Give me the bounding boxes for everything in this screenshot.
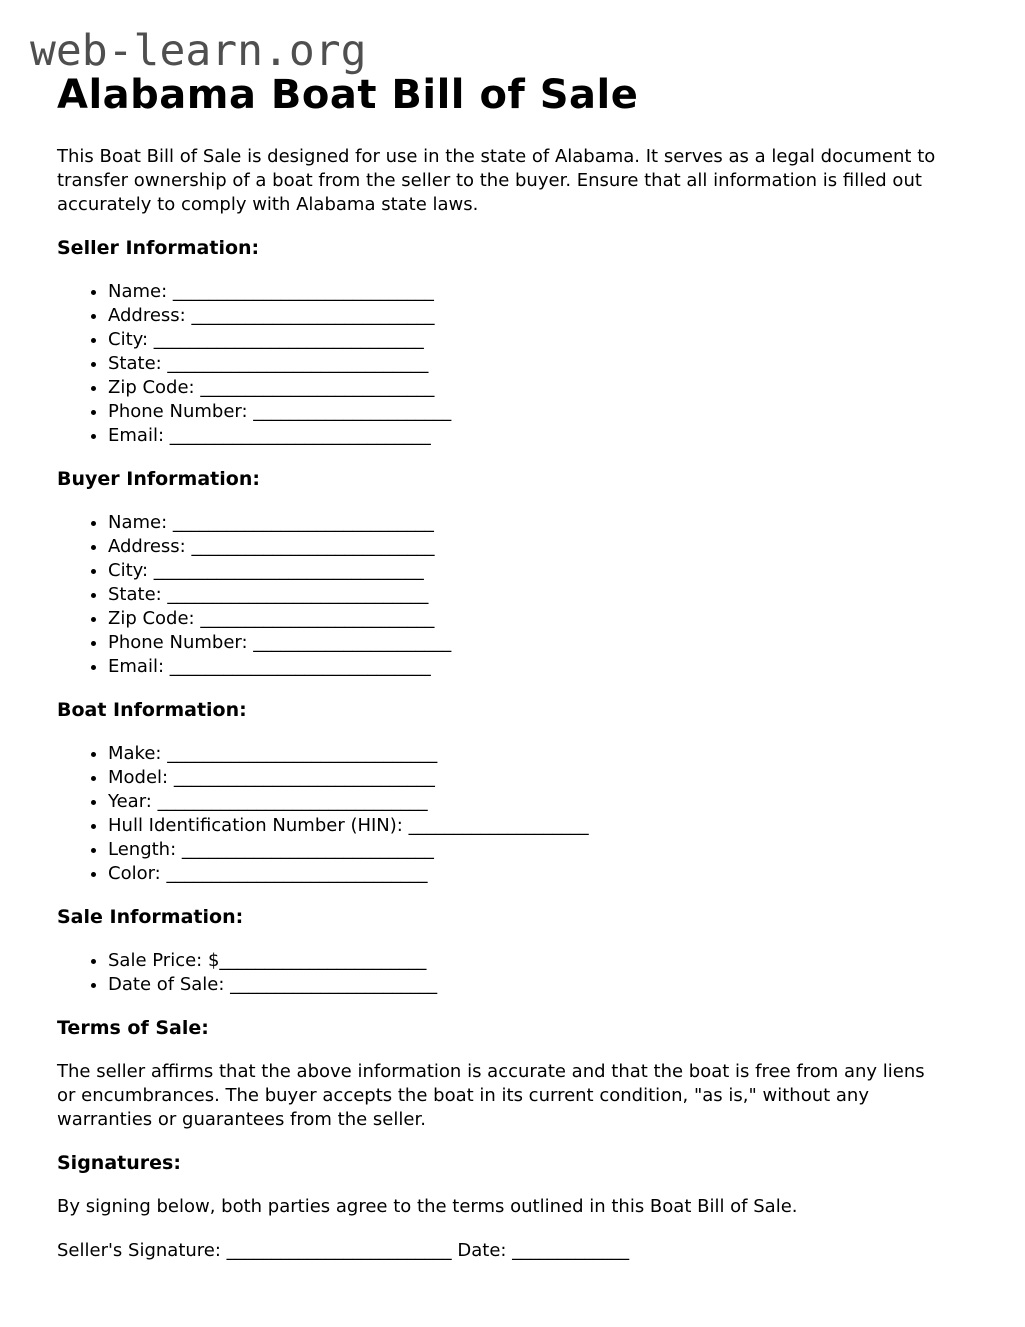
seller-zip-code-field: • Zip Code: __________________________ [108, 376, 947, 400]
seller-city-field: • City: ______________________________ [108, 328, 947, 352]
seller-state-field: • State: _____________________________ [108, 352, 947, 376]
terms-of-sale-heading: Terms of Sale: [57, 1017, 209, 1039]
seller-name-field: • Name: _____________________________ [108, 280, 947, 304]
boat-information-list [57, 742, 947, 886]
terms-of-sale-paragraph: The seller affirms that the above information is accurate and that the boat is free from any liens or encumbrances. The buyer accepts the boat in its current condition, "as is," without any warranties or guarantees from the seller. [57, 1061, 925, 1130]
seller-signature-line: Seller's Signature: _________________________ Date: _____________ [57, 1240, 630, 1261]
date-of-sale-field: • Date of Sale: _______________________ [108, 973, 947, 997]
buyer-name-field: • Name: _____________________________ [108, 511, 947, 535]
buyer-zip-code-field: • Zip Code: __________________________ [108, 607, 947, 631]
seller-address-field: • Address: ___________________________ [108, 304, 947, 328]
signatures-heading: Signatures: [57, 1152, 181, 1174]
buyer-information-list [57, 511, 947, 679]
page-title: Alabama Boat Bill of Sale [57, 72, 639, 118]
seller-email-field: • Email: _____________________________ [108, 424, 947, 448]
boat-model-field: • Model: _____________________________ [108, 766, 947, 790]
seller-information-list [57, 280, 947, 448]
boat-year-field: • Year: ______________________________ [108, 790, 947, 814]
intro-paragraph: This Boat Bill of Sale is designed for use in the state of Alabama. It serves as a legal document to transfer ownership of a boat from the seller to the buyer. Ensure that all information is filled out accurately to comply with Alabama state laws. [57, 146, 936, 215]
sale-price-field: • Sale Price: $_______________________ [108, 949, 947, 973]
buyer-address-field: • Address: ___________________________ [108, 535, 947, 559]
boat-information-heading: Boat Information: [57, 699, 247, 721]
signatures-agreement-paragraph: By signing below, both parties agree to the terms outlined in this Boat Bill of Sale. [57, 1196, 798, 1217]
buyer-email-field: • Email: _____________________________ [108, 655, 947, 679]
boat-hin-field: • Hull Identification Number (HIN): ____________________ [108, 814, 947, 838]
sale-information-heading: Sale Information: [57, 906, 244, 928]
boat-length-field: • Length: ____________________________ [108, 838, 947, 862]
buyer-state-field: • State: _____________________________ [108, 583, 947, 607]
sale-information-list [57, 949, 947, 997]
seller-information-heading: Seller Information: [57, 237, 260, 259]
site-logo: web-learn.org [30, 26, 367, 76]
boat-color-field: • Color: _____________________________ [108, 862, 947, 886]
buyer-city-field: • City: ______________________________ [108, 559, 947, 583]
buyer-phone-number-field: • Phone Number: ______________________ [108, 631, 947, 655]
buyer-information-heading: Buyer Information: [57, 468, 260, 490]
seller-phone-number-field: • Phone Number: ______________________ [108, 400, 947, 424]
boat-make-field: • Make: ______________________________ [108, 742, 947, 766]
